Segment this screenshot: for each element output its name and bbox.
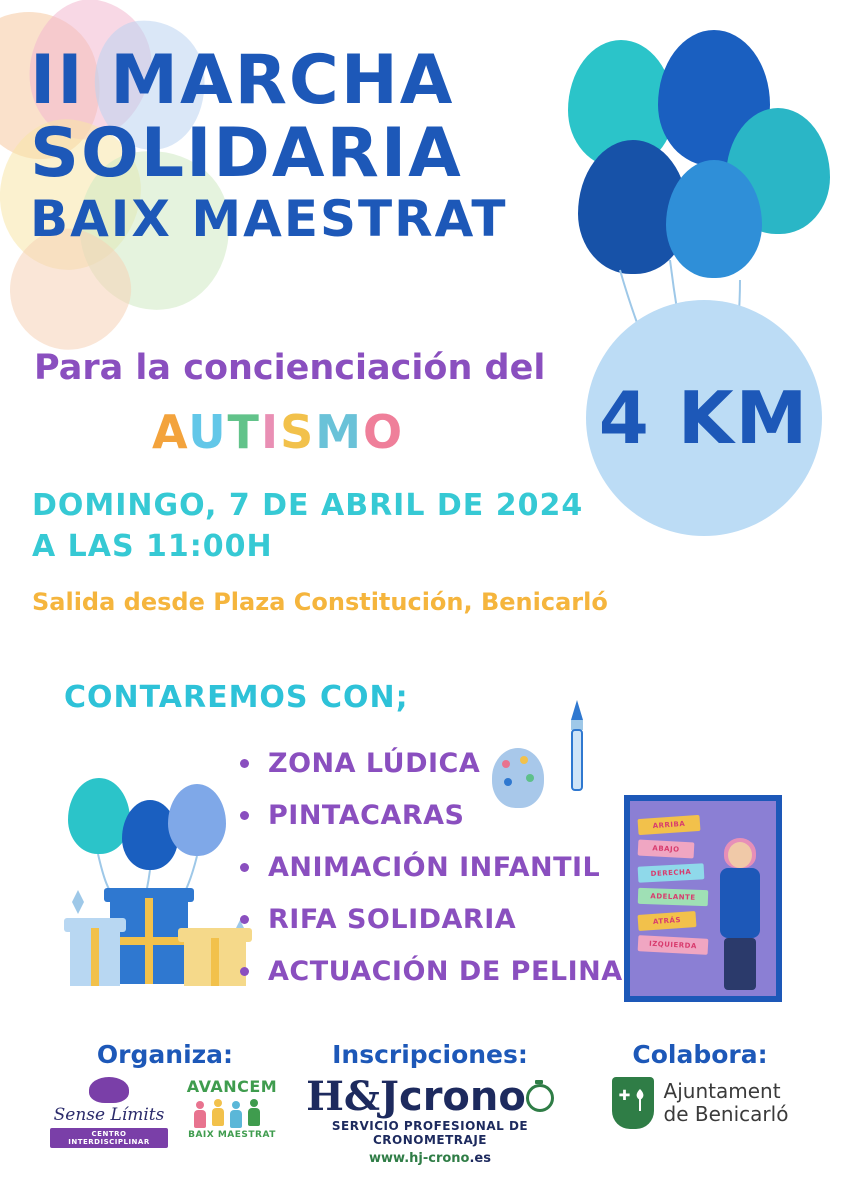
tree-icon xyxy=(633,1087,647,1113)
logo-hj-crono-word: crono xyxy=(398,1074,526,1120)
performer-figure xyxy=(712,842,770,992)
performer-body xyxy=(720,868,760,938)
logo-sense-tagline: CENTRO INTERDISCIPLINAR xyxy=(50,1128,168,1148)
sign-atras: ATRÁS xyxy=(638,911,697,931)
poster-subtitle: Para la concienciación del xyxy=(34,348,546,388)
sign-adelante: ADELANTE xyxy=(638,888,709,906)
autismo-letter-a: A xyxy=(152,405,189,459)
list-item: RIFA SOLIDARIA xyxy=(240,904,623,935)
performer-legs xyxy=(724,938,756,990)
gift-box-lightblue xyxy=(70,928,120,986)
logo-sense-limits xyxy=(50,1077,168,1148)
gift-ribbon-vertical xyxy=(211,938,219,986)
footer-inscripciones xyxy=(300,1040,560,1166)
gift-balloon-teal xyxy=(68,778,130,854)
autismo-letter-i: I xyxy=(260,405,281,459)
cross-icon: ✚ xyxy=(618,1088,631,1104)
performer-photo xyxy=(624,795,782,1002)
event-datetime xyxy=(32,486,583,567)
organiza-logos xyxy=(40,1077,290,1148)
palette-dot-pink xyxy=(502,760,510,768)
list-item: PINTACARAS xyxy=(240,800,623,831)
people-icon xyxy=(184,1098,280,1128)
logo-avancem-sub: BAIX MAESTRAT xyxy=(188,1130,276,1140)
autismo-word xyxy=(152,405,404,459)
title-line-2: SOLIDARIA xyxy=(30,113,463,193)
butterfly-icon xyxy=(89,1077,129,1103)
direction-signpost xyxy=(638,811,710,981)
event-time: A LAS 11:00H xyxy=(32,528,273,564)
palette-dot-yellow xyxy=(520,756,528,764)
autismo-letter-t: T xyxy=(227,405,261,459)
autismo-letter-s: S xyxy=(280,405,316,459)
features-heading: CONTAREMOS CON; xyxy=(64,680,409,715)
logo-sense-name: Sense Límits xyxy=(53,1105,165,1125)
coat-of-arms-icon xyxy=(612,1077,654,1129)
colabora-heading: Colabora: xyxy=(632,1040,768,1069)
gifts-illustration xyxy=(56,770,271,1020)
gift-box-yellow xyxy=(184,938,246,986)
stopwatch-icon xyxy=(526,1084,554,1112)
list-item: ANIMACIÓN INFANTIL xyxy=(240,852,623,883)
ajuntament-name xyxy=(664,1080,789,1126)
autismo-letter-o: O xyxy=(362,405,405,459)
paint-brush-icon xyxy=(566,700,588,808)
sign-arriba: ARRIBA xyxy=(638,815,701,835)
event-date: DOMINGO, 7 DE ABRIL DE 2024 xyxy=(32,488,584,523)
gift-balloon-lightblue xyxy=(168,784,226,856)
sign-derecha: DERECHA xyxy=(638,863,705,882)
list-item: ACTUACIÓN DE PELINA xyxy=(240,956,623,987)
distance-badge-label: 4 KM xyxy=(598,376,810,460)
performer-head xyxy=(728,842,752,868)
logo-hj-wordmark xyxy=(306,1073,554,1120)
gift-ribbon-vertical xyxy=(91,928,99,986)
organiza-heading: Organiza: xyxy=(96,1040,234,1069)
logo-hj-main: H&J xyxy=(306,1073,399,1120)
list-item: ZONA LÚDICA xyxy=(240,748,623,779)
event-location: Salida desde Plaza Constitución, Benicarló xyxy=(32,588,608,616)
gift-ribbon-horizontal xyxy=(110,937,188,945)
ajuntament-line-1: Ajuntament xyxy=(663,1079,781,1103)
palette-dot-green xyxy=(526,774,534,782)
logo-avancem-name: AVANCEM xyxy=(186,1077,278,1096)
logo-hj-url[interactable] xyxy=(300,1151,560,1166)
paint-palette-icon xyxy=(492,748,544,808)
ajuntament-line-2: de Benicarló xyxy=(663,1102,789,1126)
logo-hj-url-tld: .es xyxy=(469,1151,491,1166)
autismo-letter-m: M xyxy=(315,405,363,459)
sign-abajo: ABAJO xyxy=(638,840,695,859)
poster-title xyxy=(30,41,508,249)
palette-dot-blue xyxy=(504,778,512,786)
logo-avancem xyxy=(184,1077,280,1140)
autismo-letter-u: U xyxy=(188,405,228,459)
footer-organiza xyxy=(40,1040,290,1148)
logo-hj-url-main: www.hj-crono xyxy=(369,1151,470,1166)
logo-ajuntament xyxy=(575,1077,825,1129)
footer-colabora xyxy=(575,1040,825,1129)
poster-footer xyxy=(0,1030,850,1202)
sign-izquierda: IZQUIERDA xyxy=(638,935,709,955)
inscripciones-heading: Inscripciones: xyxy=(332,1040,528,1069)
gift-box-blue xyxy=(110,898,188,984)
distance-badge xyxy=(586,300,822,536)
logo-hj-crono xyxy=(300,1073,560,1166)
title-line-3: BAIX MAESTRAT xyxy=(30,190,508,249)
title-line-1: II MARCHA xyxy=(30,41,455,120)
logo-hj-service: SERVICIO PROFESIONAL DE CRONOMETRAJE xyxy=(331,1119,529,1147)
